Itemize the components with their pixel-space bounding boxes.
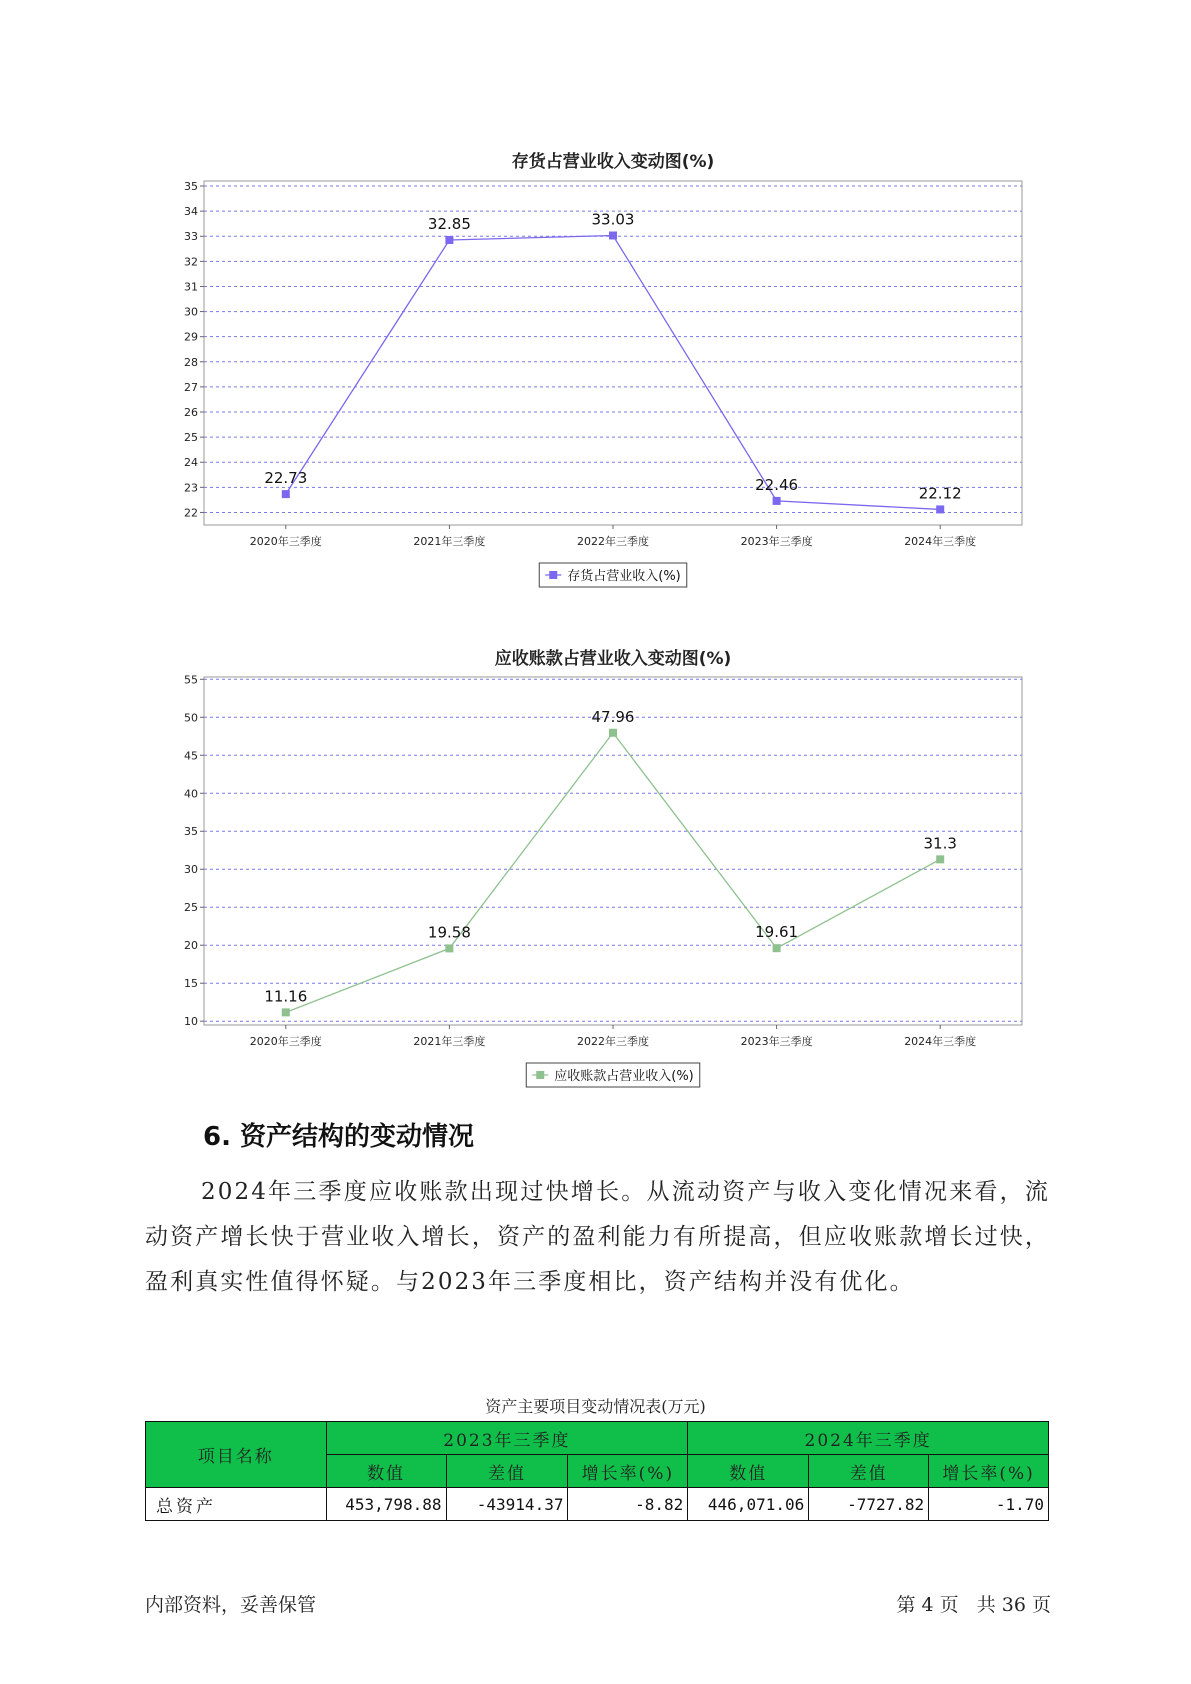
value-2023: 453,798.88 <box>326 1488 446 1521</box>
section-heading: 6. 资产结构的变动情况 <box>203 1122 475 1152</box>
data-point <box>282 490 290 498</box>
y-tick-label: 25 <box>184 901 198 915</box>
legend <box>539 563 687 587</box>
table-row <box>146 1488 1049 1521</box>
section-paragraph: 2024年三季度应收账款出现过快增长。从流动资产与收入变化情况来看，流动资产增长快于营业收入增长，资产的盈利能力有所提高，但应收账款增长过快，盈利真实性值得怀疑。与2023年三季度相比，资产结构并没有优化。 <box>145 1179 1050 1295</box>
y-tick-label: 10 <box>184 1015 198 1029</box>
footer-page-number: 第 4 页 共 36 页 <box>896 1594 1051 1616</box>
value-2024: 446,071.06 <box>688 1488 809 1521</box>
growth-2024: -1.70 <box>929 1488 1049 1521</box>
y-tick-label: 31 <box>184 280 198 294</box>
data-label: 22.46 <box>755 475 799 494</box>
diff-2023: -43914.37 <box>446 1488 568 1521</box>
period-2023-header: 2023年三季度 <box>326 1422 688 1455</box>
data-point <box>609 231 617 239</box>
growth-header-2024: 增长率(%) <box>929 1455 1049 1488</box>
chart-title: 存货占营业收入变动图(%) <box>511 152 715 172</box>
y-tick-label: 35 <box>184 180 198 194</box>
period-2024-header: 2024年三季度 <box>688 1422 1049 1455</box>
y-tick-label: 28 <box>184 355 198 369</box>
y-tick-label: 26 <box>184 406 198 420</box>
data-point <box>609 729 617 737</box>
asset-table <box>145 1421 1049 1521</box>
data-label: 19.61 <box>755 923 799 942</box>
x-tick-label: 2022年三季度 <box>577 1035 649 1048</box>
legend-marker <box>536 1071 544 1079</box>
data-point <box>936 855 944 863</box>
diff-header-2024: 差值 <box>809 1455 929 1488</box>
x-tick-label: 2022年三季度 <box>577 535 649 548</box>
data-label: 33.03 <box>591 210 635 229</box>
y-tick-label: 32 <box>184 255 198 269</box>
x-tick-label: 2020年三季度 <box>249 535 322 548</box>
y-tick-label: 25 <box>184 431 198 445</box>
value-header-2024: 数值 <box>688 1455 809 1488</box>
x-tick-label: 2023年三季度 <box>740 1035 813 1048</box>
data-label: 47.96 <box>591 707 635 726</box>
data-point <box>445 236 453 244</box>
x-tick-label: 2023年三季度 <box>740 535 813 548</box>
data-point <box>773 497 781 505</box>
y-tick-label: 40 <box>184 787 198 801</box>
y-tick-label: 50 <box>184 711 198 725</box>
y-tick-label: 24 <box>184 456 198 470</box>
y-tick-label: 20 <box>184 939 198 953</box>
x-tick-label: 2020年三季度 <box>249 1035 322 1048</box>
y-tick-label: 29 <box>184 330 198 344</box>
y-tick-label: 34 <box>184 205 198 219</box>
x-tick-label: 2021年三季度 <box>413 535 486 548</box>
y-tick-label: 30 <box>184 863 198 877</box>
row-name: 总资产 <box>146 1488 327 1521</box>
diff-header-2023: 差值 <box>446 1455 568 1488</box>
data-point <box>936 505 944 513</box>
y-tick-label: 22 <box>184 506 198 520</box>
y-tick-label: 55 <box>184 673 198 687</box>
data-label: 11.16 <box>264 987 308 1006</box>
receivables-chart <box>184 648 1022 1087</box>
y-tick-label: 15 <box>184 977 198 991</box>
table-caption: 资产主要项目变动情况表(万元) <box>485 1397 706 1416</box>
growth-header-2023: 增长率(%) <box>568 1455 688 1488</box>
table-header-row-1 <box>146 1422 1049 1455</box>
data-label: 32.85 <box>427 215 471 234</box>
x-tick-label: 2024年三季度 <box>904 1035 977 1048</box>
value-header-2023: 数值 <box>326 1455 446 1488</box>
inventory-chart <box>184 151 1022 587</box>
data-label: 22.73 <box>264 469 308 488</box>
footer-confidential: 内部资料，妥善保管 <box>145 1594 317 1616</box>
x-tick-label: 2024年三季度 <box>904 535 977 548</box>
legend-label: 应收账款占营业收入(%) <box>554 1069 694 1084</box>
y-tick-label: 23 <box>184 481 198 495</box>
growth-2023: -8.82 <box>568 1488 688 1521</box>
data-label: 19.58 <box>427 923 471 942</box>
legend-label: 存货占营业收入(%) <box>567 569 681 584</box>
data-label: 31.3 <box>923 834 957 853</box>
y-tick-label: 30 <box>184 305 198 319</box>
y-tick-label: 27 <box>184 380 198 394</box>
data-point <box>282 1008 290 1016</box>
diff-2024: -7727.82 <box>809 1488 929 1521</box>
legend-marker <box>549 571 557 579</box>
x-tick-label: 2021年三季度 <box>413 1035 486 1048</box>
item-name-header: 项目名称 <box>146 1422 327 1488</box>
y-tick-label: 33 <box>184 230 198 244</box>
legend <box>526 1063 700 1087</box>
chart-title: 应收账款占营业收入变动图(%) <box>494 649 732 669</box>
y-tick-label: 45 <box>184 749 198 763</box>
data-point <box>445 944 453 952</box>
data-label: 22.12 <box>918 484 962 503</box>
y-tick-label: 35 <box>184 825 198 839</box>
data-point <box>773 944 781 952</box>
